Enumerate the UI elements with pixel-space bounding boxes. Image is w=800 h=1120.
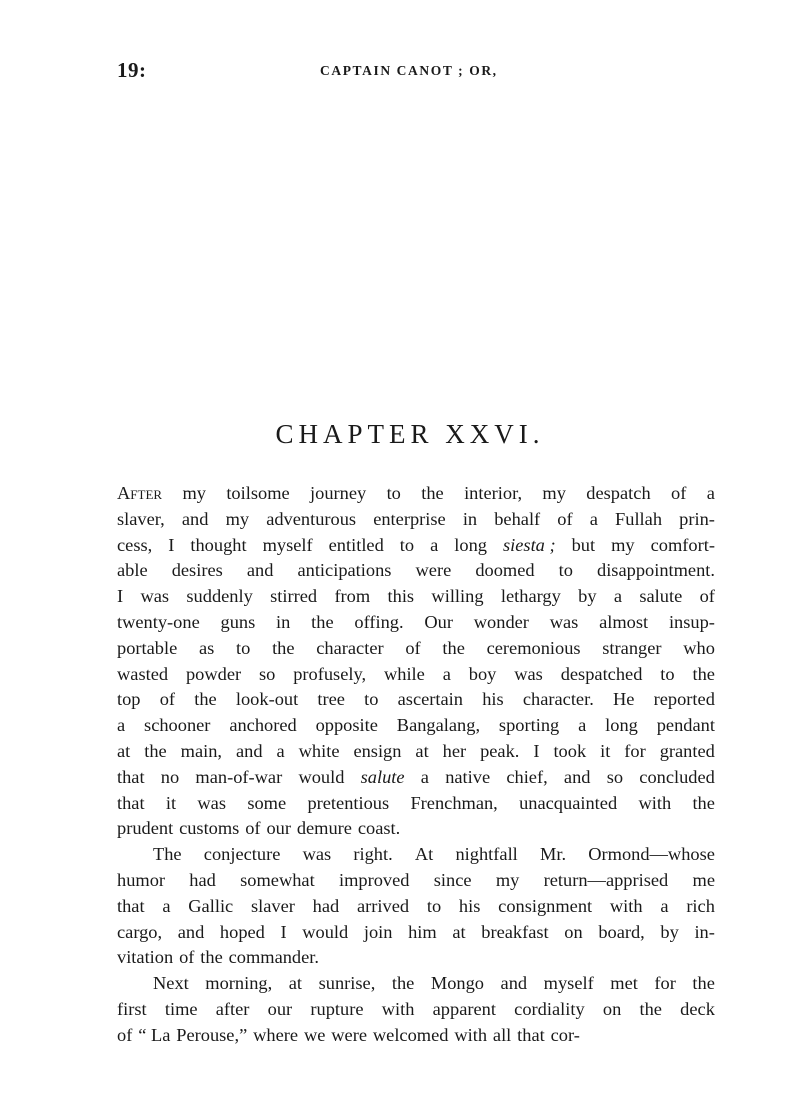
word: with (381, 998, 415, 1019)
word: on (564, 921, 583, 942)
word: of (117, 1024, 133, 1045)
word: profusely, (293, 663, 367, 684)
word: to (386, 483, 401, 503)
word: cordiality (514, 998, 585, 1019)
word: man-of-war (195, 766, 283, 787)
text-line (117, 765, 715, 791)
word: it (600, 740, 611, 761)
word: commander. (228, 947, 319, 968)
word: He (612, 689, 635, 710)
word: and (246, 560, 274, 581)
word: I (168, 534, 175, 555)
word: at (288, 973, 303, 994)
word: the (311, 611, 334, 632)
word: our (267, 998, 293, 1019)
word: cargo, (117, 921, 163, 942)
word: morning, (205, 973, 273, 994)
word: consignment (498, 895, 593, 916)
text-line (117, 739, 715, 765)
word: who (683, 637, 715, 658)
word: a (430, 534, 439, 555)
word: offing. (354, 611, 404, 632)
word: twenty-one (117, 611, 200, 632)
word: this (387, 586, 415, 607)
word: prin- (679, 508, 715, 529)
word: and (181, 508, 209, 529)
word: sporting (498, 715, 560, 736)
text-line (117, 584, 715, 610)
word: despatch (586, 483, 651, 503)
text-line (117, 1023, 715, 1049)
word: interior, (464, 483, 523, 503)
paragraph (117, 481, 715, 842)
word: opposite (315, 715, 378, 736)
word: of (671, 483, 687, 503)
word: rupture (310, 998, 364, 1019)
word: we (303, 1024, 326, 1045)
word: main, (180, 740, 223, 761)
word: Gallic (188, 895, 234, 916)
text-line (117, 920, 715, 946)
word: from (334, 586, 371, 607)
word: tree (317, 689, 345, 710)
text-line (117, 713, 715, 739)
text-line (117, 481, 715, 507)
word: her (442, 740, 467, 761)
word: disappointment. (597, 560, 715, 581)
word: of (557, 508, 573, 529)
word: doomed (475, 560, 535, 581)
word: me (692, 869, 715, 890)
word: his (482, 689, 504, 710)
text-line (117, 868, 715, 894)
word: time (164, 998, 198, 1019)
word: Ormond—whose (588, 844, 715, 865)
word: enterprise (373, 508, 446, 529)
word: after (215, 998, 250, 1019)
word: was (197, 792, 227, 813)
word: nightfall (455, 844, 518, 865)
word: boy (468, 663, 497, 684)
word: the (692, 663, 715, 684)
text-line (117, 997, 715, 1023)
word: long (454, 534, 487, 555)
word: in (462, 508, 478, 529)
word: humor (117, 869, 166, 890)
word: and (235, 740, 263, 761)
word: After (117, 483, 163, 503)
word: the (272, 637, 295, 658)
word: improved (339, 869, 410, 890)
word: took (553, 740, 587, 761)
paragraph (117, 971, 715, 1048)
word: long (605, 715, 638, 736)
word: while (383, 663, 425, 684)
word: toilsome (226, 483, 290, 503)
word: was (549, 611, 579, 632)
word: journey (310, 483, 367, 503)
word: board, (598, 921, 645, 942)
word: my (182, 483, 206, 503)
word: had (189, 869, 216, 890)
word: wasted (117, 663, 169, 684)
word: cess, (117, 534, 153, 555)
word: native (445, 766, 491, 787)
word: conjecture (203, 844, 281, 865)
word: Frenchman, (410, 792, 498, 813)
word: unacquainted (519, 792, 618, 813)
word: behalf (494, 508, 541, 529)
word: in (276, 611, 291, 632)
word: Mr. (539, 844, 567, 865)
word: ensign (353, 740, 402, 761)
word: The (153, 844, 182, 865)
word: the (692, 973, 715, 994)
word: were (331, 1024, 367, 1045)
word: first (117, 998, 147, 1019)
word: a (276, 740, 285, 761)
word: slaver (250, 895, 295, 916)
word: despatched (560, 663, 643, 684)
word: as (198, 637, 215, 658)
word: almost (599, 611, 649, 632)
word: siesta ; (502, 534, 556, 555)
word: so (258, 663, 276, 684)
word: anticipations (297, 560, 392, 581)
word: look-out (235, 689, 299, 710)
word: at (117, 740, 131, 761)
word: it (165, 792, 177, 813)
word: stirred (270, 586, 318, 607)
word: would (298, 766, 345, 787)
word: to (236, 637, 251, 658)
word: was (514, 663, 543, 684)
text-line (117, 533, 715, 559)
word: portable (117, 637, 178, 658)
word: pretentious (307, 792, 390, 813)
word: on (602, 998, 622, 1019)
word: with (609, 895, 643, 916)
text-line (117, 971, 715, 997)
word: sunrise, (318, 973, 376, 994)
word: my (611, 534, 635, 555)
text-line (117, 842, 715, 868)
word: and (563, 766, 591, 787)
word: was (140, 586, 170, 607)
word: a (162, 895, 171, 916)
word: ceremonious (486, 637, 581, 658)
word: top (117, 689, 141, 710)
word: Our (424, 611, 453, 632)
word: the (421, 483, 444, 503)
word: apparent (432, 998, 496, 1019)
word: to (399, 534, 415, 555)
text-line (117, 816, 715, 842)
word: the (639, 998, 662, 1019)
word: powder (185, 663, 242, 684)
word: with (454, 1024, 488, 1045)
word: for (624, 740, 646, 761)
word: our (266, 818, 291, 839)
word: the (442, 637, 465, 658)
word: to (558, 560, 573, 581)
word: peak. (480, 740, 520, 761)
word: were (415, 560, 452, 581)
word: rich (686, 895, 715, 916)
word: the (692, 792, 715, 813)
text-line (117, 687, 715, 713)
word: that (117, 792, 145, 813)
word: met (610, 973, 638, 994)
word: character (316, 637, 384, 658)
word: myself (543, 973, 594, 994)
word: “ La (138, 1024, 171, 1045)
word: Fullah (615, 508, 663, 529)
word: of (699, 586, 715, 607)
word: I (533, 740, 540, 761)
word: concluded (639, 766, 715, 787)
word: to (426, 895, 442, 916)
text-line (117, 894, 715, 920)
word: willing (431, 586, 484, 607)
word: white (298, 740, 340, 761)
word: a (117, 715, 126, 736)
word: anchored (229, 715, 297, 736)
word: I (280, 921, 287, 942)
word: welcomed (372, 1024, 449, 1045)
word: comfort- (650, 534, 715, 555)
word: Mongo (430, 973, 484, 994)
word: no (160, 766, 180, 787)
word: adventurous (266, 508, 357, 529)
word: a (660, 895, 669, 916)
word: salute (360, 766, 405, 787)
word: arrived (357, 895, 410, 916)
chapter-title: CHAPTER XXVI. (275, 419, 545, 449)
word: entitled (328, 534, 384, 555)
body-text (117, 481, 715, 1049)
word: the (194, 689, 217, 710)
word: schooner (144, 715, 211, 736)
word: customs (179, 818, 240, 839)
word: insup- (668, 611, 715, 632)
word: prudent (117, 818, 174, 839)
word: ascertain (397, 689, 463, 710)
word: slaver, (117, 508, 165, 529)
word: myself (262, 534, 313, 555)
word: the (391, 973, 415, 994)
word: his (458, 895, 481, 916)
word: of (245, 818, 261, 839)
word: a (578, 715, 587, 736)
word: Perouse,” (176, 1024, 248, 1045)
word: demure (296, 818, 352, 839)
word: somewhat (240, 869, 315, 890)
text-line (117, 507, 715, 533)
running-head: CAPTAIN CANOT ; OR, (320, 63, 498, 78)
word: character. (522, 689, 594, 710)
word: for (654, 973, 676, 994)
word: a (420, 766, 429, 787)
word: granted (659, 740, 715, 761)
word: my (225, 508, 250, 529)
word: that (117, 895, 145, 916)
word: right. (353, 844, 393, 865)
word: lethargy (500, 586, 561, 607)
word: some (247, 792, 287, 813)
word: with (638, 792, 672, 813)
word: thought (190, 534, 247, 555)
word: a (706, 483, 715, 503)
word: the (200, 947, 223, 968)
word: stranger (602, 637, 662, 658)
word: in- (694, 921, 715, 942)
word: join (363, 921, 393, 942)
word: suddenly (186, 586, 253, 607)
word: desires (171, 560, 223, 581)
word: to (364, 689, 379, 710)
word: reported (653, 689, 715, 710)
word: vitation (117, 947, 174, 968)
word: of (159, 689, 176, 710)
paragraph (117, 842, 715, 971)
word: where (253, 1024, 299, 1045)
word: by (660, 921, 679, 942)
word: my (542, 483, 566, 503)
word: a (589, 508, 598, 529)
word: wonder (473, 611, 529, 632)
word: all (492, 1024, 512, 1045)
page-number: 19: (117, 58, 147, 82)
word: a (613, 586, 623, 607)
word: breakfast (481, 921, 549, 942)
word: of (405, 637, 421, 658)
word: return—apprised (543, 869, 669, 890)
text-line (117, 558, 715, 584)
word: so (606, 766, 624, 787)
word: at (415, 740, 429, 761)
word: pendant (656, 715, 715, 736)
word: since (433, 869, 472, 890)
word: but (571, 534, 596, 555)
word: that (117, 766, 145, 787)
word: and (500, 973, 528, 994)
word: to (660, 663, 675, 684)
text-line (117, 662, 715, 688)
text-line (117, 636, 715, 662)
word: deck (680, 998, 715, 1019)
word: him (408, 921, 437, 942)
word: able (117, 560, 148, 581)
word: and (177, 921, 205, 942)
word: at (452, 921, 466, 942)
word: Bangalang, (396, 715, 481, 736)
word: that (517, 1024, 545, 1045)
word: At (414, 844, 434, 865)
word: the (144, 740, 167, 761)
word: was (302, 844, 332, 865)
text-line (117, 945, 715, 971)
word: my (495, 869, 520, 890)
word: of (179, 947, 195, 968)
word: guns (220, 611, 256, 632)
word: by (578, 586, 597, 607)
word: hoped (219, 921, 265, 942)
word: would (302, 921, 349, 942)
word: chief, (506, 766, 548, 787)
word: Next (153, 973, 189, 994)
word: cor- (550, 1024, 580, 1045)
word: had (312, 895, 340, 916)
text-line (117, 791, 715, 817)
word: salute (639, 586, 683, 607)
word: coast. (357, 818, 401, 839)
word: a (442, 663, 451, 684)
word: I (117, 586, 124, 607)
text-line (117, 610, 715, 636)
